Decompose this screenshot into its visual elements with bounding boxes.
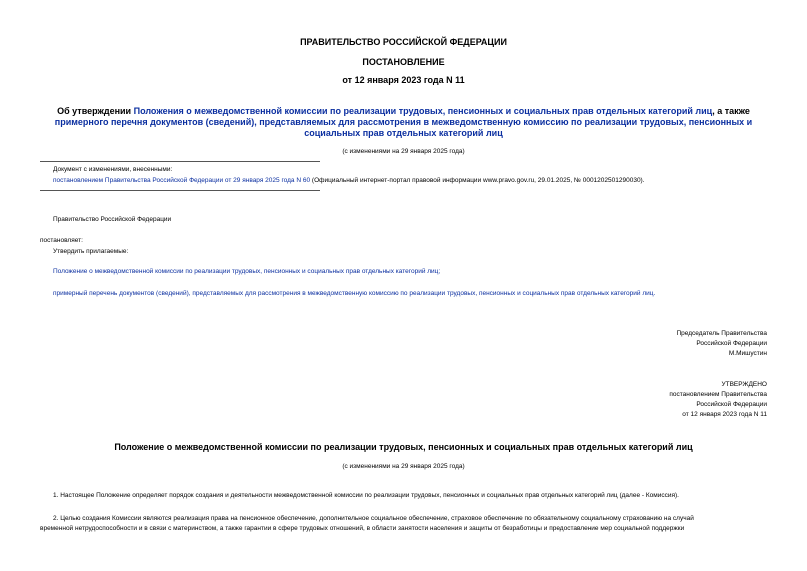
signature-position: Председатель Правительства (676, 330, 767, 337)
approved-org: Российской Федерации (696, 401, 767, 408)
changes-link[interactable]: постановлением Правительства Российской Федерации от 29 января 2025 года N 60 (53, 177, 311, 184)
changes-source: (Официальный интернет-портал правовой информации www.pravo.gov.ru, 29.01.2025, № 0001202501290030). (310, 177, 645, 184)
org-name: ПРАВИТЕЛЬСТВО РОССИЙСКОЙ ФЕДЕРАЦИИ (300, 37, 507, 47)
amendment-note: (с изменениями на 29 января 2025 года) (342, 148, 465, 155)
paragraph-2-line2: временной нетрудоспособности и в связи с материнством, а также гарантии в сфере трудовых отношений, в области занятости населения и защиты от безработицы и предоставление мер социальной поддержки (40, 525, 685, 532)
approved-by: постановлением Правительства (669, 391, 767, 398)
doc-type: ПОСТАНОВЛЕНИЕ (362, 57, 445, 67)
section-amendment-note: (с изменениями на 29 января 2025 года) (342, 463, 465, 470)
changes-divider-top (40, 161, 320, 162)
item-list-link[interactable]: примерный перечень документов (сведений), представляемых для рассмотрения в межведомственную комиссию по реализации трудовых, пенсионных и социальных прав отдельных категорий лиц. (53, 290, 656, 297)
signature-name: М.Мишустин (728, 350, 767, 357)
changes-entry (53, 176, 645, 185)
title-link-list-line2[interactable]: социальных прав отдельных категорий лиц (304, 128, 503, 138)
title-link-regulation[interactable]: Положения о межведомственной комиссии по реализации трудовых, пенсионных и социальных прав отдельных категорий лиц (133, 106, 713, 116)
title-prefix: Об утверждении (57, 106, 134, 116)
section-title: Положение о межведомственной комиссии по реализации трудовых, пенсионных и социальных прав отдельных категорий лиц (114, 442, 693, 452)
doc-date: от 12 января 2023 года N 11 (342, 75, 465, 85)
paragraph-1: 1. Настоящее Положение определяет порядок создания и деятельности межведомственной комиссии по реализации трудовых, пенсионных и социальных прав отдельных категорий лиц (далее - Комиссия). (53, 492, 679, 499)
title-middle: , а также (712, 106, 750, 116)
approve-text: Утвердить прилагаемые: (53, 248, 129, 255)
gov-text: Правительство Российской Федерации (53, 216, 172, 223)
changes-label: Документ с изменениями, внесенными: (53, 166, 173, 173)
approved-label: УТВЕРЖДЕНО (721, 381, 767, 388)
doc-title-line1 (0, 106, 807, 117)
signature-org: Российской Федерации (696, 340, 767, 347)
paragraph-2-line1: 2. Целью создания Комиссии являются реализация права на пенсионное обеспечение, дополнительное социальное обеспечение, страховое обеспечение по обязательному социальному страхованию на случай (53, 515, 694, 522)
item-regulation-link[interactable]: Положение о межведомственной комиссии по реализации трудовых, пенсионных и социальных прав отдельных категорий лиц; (53, 268, 441, 275)
changes-divider-bottom (40, 190, 320, 191)
decides-text: постановляет: (40, 237, 83, 244)
approved-date: от 12 января 2023 года N 11 (682, 411, 767, 418)
title-link-list-line1[interactable]: примерного перечня документов (сведений), представляемых для рассмотрения в межведомственную комиссию по реализации трудовых, пенсионных и (54, 117, 753, 127)
